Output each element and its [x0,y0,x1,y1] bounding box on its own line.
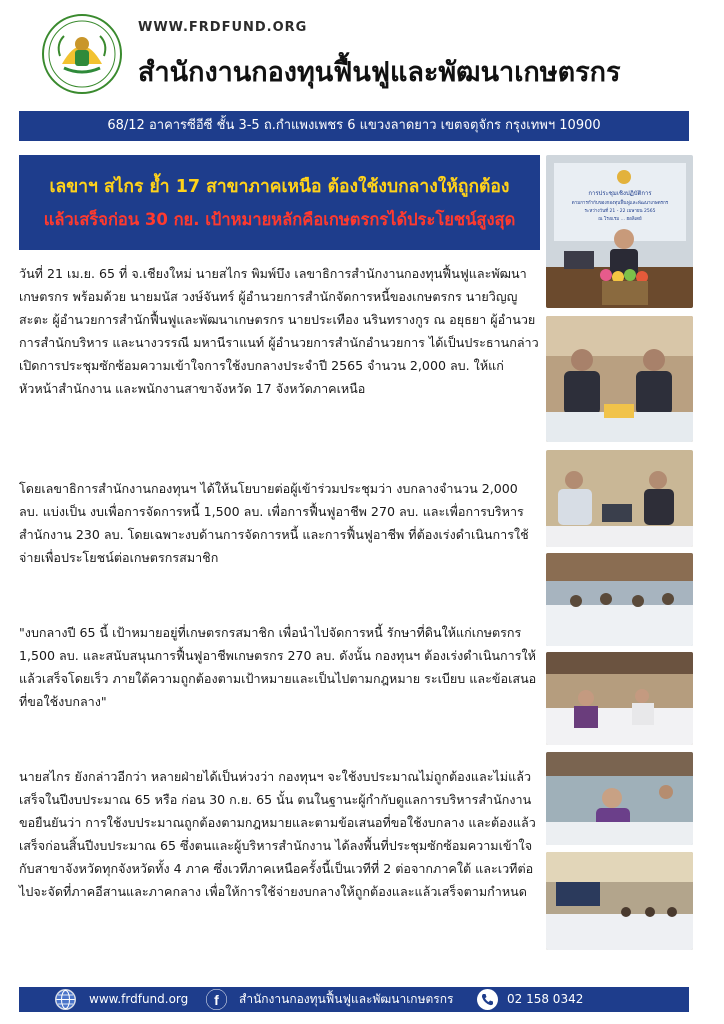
headline-line-2: แล้วเสร็จก่อน 30 กย. เป้าหมายหลักคือเกษตรกรได้ประโยชน์สูงสุด [43,210,516,229]
organization-title: สำนักงานกองทุนฟื้นฟูและพัฒนาเกษตรกร [138,57,621,88]
svg-text:ณ โรงแรม ... ฮอลิเดย์: ณ โรงแรม ... ฮอลิเดย์ [598,217,642,222]
address-bar: 68/12 อาคารซีอีซี ชั้น 3-5 ถ.กำแพงเพชร 6 แขวงลาดยาว เขตจตุจักร กรุงเทพฯ 10900 [19,111,689,141]
photo-executives-seated [546,316,693,442]
footer-facebook-link[interactable]: สำนักงานกองทุนฟื้นฟูและพัฒนาเกษตรกร [239,992,454,1006]
photo-meeting-table [546,450,693,547]
svg-text:การประชุมเชิงปฏิบัติการ: การประชุมเชิงปฏิบัติการ [588,190,652,197]
svg-text:ระหว่างวันที่ 21 - 22 เมษายน 2: ระหว่างวันที่ 21 - 22 เมษายน 2565 [584,209,656,214]
headline-line-1: เลขาฯ สไกร ย้ำ 17 สาขาภาคเหนือ ต้องใช้งบกลางให้ถูกต้อง [49,177,510,197]
footer-phone-number[interactable]: 02 158 0342 [507,992,584,1006]
globe-icon [55,989,76,1010]
headline-box [19,155,540,250]
svg-text:ตามการกำกับของกองทุนฟื้นฟูและพ: ตามการกำกับของกองทุนฟื้นฟูและพัฒนาเกษตรกร [571,201,669,206]
frdfund-logo-icon [42,14,122,94]
article-paragraph-4: นายสไกร ยังกล่าวอีกว่า หลายฝ่ายได้เป็นห่วงว่า กองทุนฯ จะใช้งบประมาณไม่ถูกต้องและไม่แล้วเสร็จในปีงบประมาณ 65 หรือ ก่อน 30 ก.ย. 65 นั้น ตนในฐานะผู้กำกับดูแลการบริหารสำนักงาน ขอยืนยันว่า การใช้งบประมาณถูกต้องตามกฎหมายและตามข้อเสนอที่ขอใช้งบกลาง และต้องแล้วเสร็จก่อนสิ้นปีงบประมาณ 65 ซึ่งตนและผู้บริหารสำนักงาน ได้ลงพื้นที่ประชุมซักซ้อมความเข้าใจกับสาขาจังหวัดทุกจังหวัดทั้ง 4 ภาค ซึ่งเวทีภาคเหนือครั้งนี้เป็นเวทีที่ 2 ต่อจากภาคใต้ และเวทีต่อไปจะจัดที่ภาคอีสานและภาคกลาง เพื่อให้การใช้จ่ายงบกลางให้ถูกต้องและแล้วเสร็จตามกำหนด [19,769,536,899]
photo-conference-room-1 [546,553,693,646]
svg-text:f: f [214,992,219,1008]
photo-participants-seated [546,752,693,845]
article-paragraph-2: โดยเลขาธิการสำนักงานกองทุนฯ ได้ให้นโยบายต่อผู้เข้าร่วมประชุมว่า งบกลางจำนวน 2,000 ลบ. แบ่งเป็น งบเพื่อการจัดการหนี้ 1,500 ลบ. เพื่อการฟื้นฟูอาชีพ 270 ลบ. และเพื่อการบริหารสำนักงาน 230 ลบ. โดยเฉพาะงบด้านการจัดการหนี้ และการฟื้นฟูอาชีพ ที่ต้องเร่งดำเนินการใช้จ่ายเพื่อประโยชน์ต่อเกษตรกรสมาชิก [19,481,529,565]
footer-bar [19,987,689,1012]
photo-speaker-podium [546,155,693,308]
facebook-icon [206,989,227,1010]
footer-website-link[interactable]: www.frdfund.org [89,992,189,1006]
phone-icon [477,989,498,1010]
article-paragraph-3: "งบกลางปี 65 นี้ เป้าหมายอยู่ที่เกษตรกรสมาชิก เพื่อนำไปจัดการหนี้ รักษาที่ดินให้แก่เกษตรกร 1,500 ลบ. และสนับสนุนการฟื้นฟูอาชีพเกษตรกร 270 ลบ. ดังนั้น กองทุนฯ ต้องเร่งดำเนินการให้แล้วเสร็จโดยเร็ว ภายใต้ความถูกต้องตามเป้าหมายและเป็นไปตามกฎหมาย ระเบียบ และข้อเสนอที่ขอใช้งบกลาง" [19,625,537,709]
article-paragraph-1: วันที่ 21 เม.ย. 65 ที่ จ.เชียงใหม่ นายสไกร พิมพ์บึง เลขาธิการสำนักงานกองทุนฟื้นฟูและพัฒนาเกษตรกร พร้อมด้วย นายมนัส วงษ์จันทร์ ผู้อำนวยการสำนักจัดการหนี้ของเกษตรกร นายวิญญู สะตะ ผู้อำนวยการสำนักฟื้นฟูและพัฒนาเกษตรกร นายประเทือง นรินทรางกูร ณ อยุธยา ผู้อำนวยการสำนักบริหาร และนางวรรณี มหานีราแนท์ ผู้อำนวยการสำนักอำนวยการ ได้เป็นประธานกล่าวเปิดการประชุมซักซ้อมความเข้าใจการใช้งบกลางประจำปี 2565 จำนวน 2,000 ลบ. ให้แก่หัวหน้าสำนักงาน และพนักงานสาขาจังหวัด 17 จังหวัดภาคเหนือ [19,266,539,396]
photo-wide-hall [546,852,693,950]
site-url-header[interactable]: WWW.FRDFUND.ORG [138,20,308,35]
photo-conference-room-2 [546,652,693,745]
